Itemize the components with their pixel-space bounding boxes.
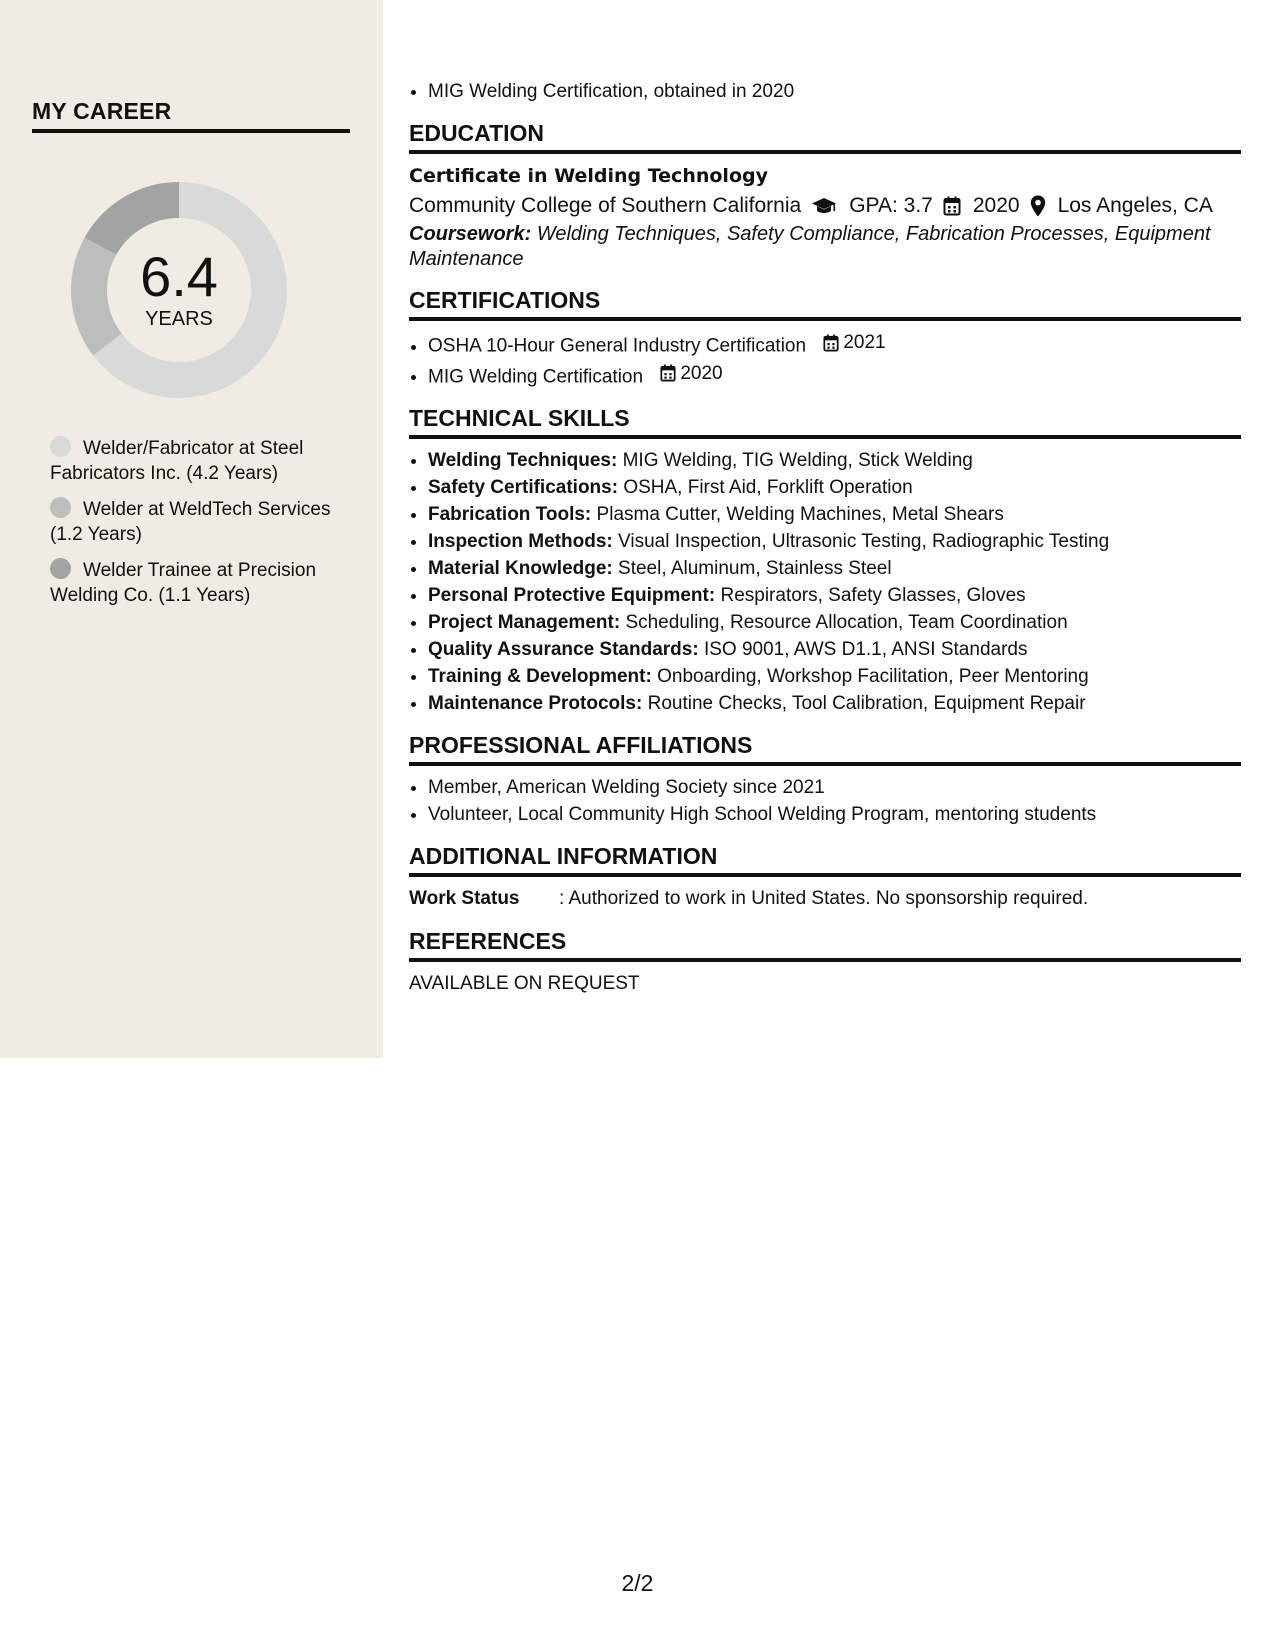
skill-value: Plasma Cutter, Welding Machines, Metal Shears <box>596 504 1004 525</box>
skill-item <box>428 555 1241 582</box>
skill-item <box>428 582 1241 609</box>
skill-item <box>428 501 1241 528</box>
skill-item <box>428 663 1241 690</box>
coursework-label: Coursework: <box>409 223 532 245</box>
skill-item <box>428 474 1241 501</box>
graduation-year: 2020 <box>972 194 1020 217</box>
map-pin-icon <box>1030 195 1046 217</box>
career-title: MY CAREER <box>32 98 350 133</box>
skill-value: Onboarding, Workshop Facilitation, Peer Mentoring <box>657 666 1089 687</box>
skill-name: Fabrication Tools: <box>428 504 592 525</box>
coursework-text: Welding Techniques, Safety Compliance, Fabrication Processes, Equipment Maintenance <box>409 223 1211 270</box>
section-title: ADDITIONAL INFORMATION <box>409 842 1241 877</box>
certification-name: MIG Welding Certification <box>428 366 644 387</box>
main-content <box>409 78 1241 1012</box>
certification-name: OSHA 10-Hour General Industry Certification <box>428 335 807 357</box>
work-status-label: Work Status <box>409 888 520 909</box>
legend-dot <box>50 558 71 579</box>
skill-name: Maintenance Protocols: <box>428 693 643 714</box>
school-name: Community College of Southern California <box>409 194 802 217</box>
section-title: TECHNICAL SKILLS <box>409 404 1241 439</box>
skill-value: Steel, Aluminum, Stainless Steel <box>618 558 892 579</box>
skill-item <box>428 636 1241 663</box>
career-list <box>50 436 350 619</box>
donut-unit-label: YEARS <box>145 308 213 330</box>
legend-dot <box>50 497 71 518</box>
donut-total-value: 6.4 <box>140 245 218 308</box>
education-section <box>409 119 1241 272</box>
skill-name: Inspection Methods: <box>428 531 613 552</box>
skill-name: Project Management: <box>428 612 621 633</box>
graduation-cap-icon <box>811 196 837 216</box>
career-item <box>50 558 350 608</box>
skill-name: Material Knowledge: <box>428 558 613 579</box>
section-title: PROFESSIONAL AFFILIATIONS <box>409 731 1241 766</box>
skill-item <box>428 690 1241 717</box>
skill-name: Training & Development: <box>428 666 652 687</box>
section-title: REFERENCES <box>409 927 1241 962</box>
calendar-icon <box>823 334 839 352</box>
certifications-list <box>409 329 1241 390</box>
affiliations-section <box>409 731 1241 828</box>
skills-list <box>409 447 1241 717</box>
skill-name: Welding Techniques: <box>428 450 618 471</box>
work-status-value: : Authorized to work in United States. No sponsorship required. <box>559 888 1089 909</box>
certification-year: 2021 <box>843 332 886 353</box>
section-title: EDUCATION <box>409 119 1241 154</box>
skill-value: Visual Inspection, Ultrasonic Testing, Radiographic Testing <box>618 531 1110 552</box>
career-item-text: Welder/Fabricator at Steel Fabricators Inc. (4.2 Years) <box>50 438 304 484</box>
continued-certification-list <box>409 78 1241 105</box>
career-item <box>50 497 350 547</box>
page-number: 2/2 <box>621 1570 654 1596</box>
career-item <box>50 436 350 486</box>
affiliation-item: • Member, American Welding Society since 2021 <box>428 774 1241 801</box>
certification-item <box>428 360 1241 391</box>
technical-skills-section <box>409 404 1241 717</box>
skill-value: Scheduling, Resource Allocation, Team Coordination <box>625 612 1068 633</box>
career-item-text: Welder at WeldTech Services (1.2 Years) <box>50 499 331 545</box>
affiliations-list <box>409 774 1241 828</box>
work-status-row <box>409 885 1241 913</box>
certifications-section <box>409 286 1241 390</box>
skill-value: Respirators, Safety Glasses, Gloves <box>720 585 1026 606</box>
skill-item <box>428 528 1241 555</box>
list-item: • MIG Welding Certification, obtained in 2020 <box>428 78 1241 105</box>
affiliation-item: • Volunteer, Local Community High School Welding Program, mentoring students <box>428 801 1241 828</box>
calendar-icon <box>660 364 676 382</box>
calendar-icon <box>943 196 961 216</box>
gpa: GPA: 3.7 <box>849 194 933 217</box>
certification-year: 2020 <box>680 362 723 384</box>
skill-value: MIG Welding, TIG Welding, Stick Welding <box>622 450 973 471</box>
coursework <box>409 222 1241 272</box>
legend-dot <box>50 436 71 457</box>
skill-value: Routine Checks, Tool Calibration, Equipment Repair <box>647 693 1086 714</box>
sidebar <box>0 0 383 1058</box>
section-title: CERTIFICATIONS <box>409 286 1241 321</box>
additional-info-section <box>409 842 1241 913</box>
degree-title: Certificate in Welding Technology <box>409 165 768 187</box>
skill-name: Personal Protective Equipment: <box>428 585 716 606</box>
references-section <box>409 927 1241 998</box>
career-item-text: Welder Trainee at Precision Welding Co. (1.1 Years) <box>50 560 317 606</box>
career-donut-chart <box>66 177 292 403</box>
skill-name: Quality Assurance Standards: <box>428 639 699 660</box>
donut-center <box>66 177 292 403</box>
skill-item <box>428 609 1241 636</box>
school-location: Los Angeles, CA <box>1057 194 1213 217</box>
skill-item <box>428 447 1241 474</box>
references-text: AVAILABLE ON REQUEST <box>409 973 640 994</box>
certification-item <box>428 329 1241 360</box>
skill-value: OSHA, First Aid, Forklift Operation <box>623 477 913 498</box>
skill-name: Safety Certifications: <box>428 477 619 498</box>
skill-value: ISO 9001, AWS D1.1, ANSI Standards <box>703 639 1028 660</box>
education-details <box>409 190 1241 222</box>
